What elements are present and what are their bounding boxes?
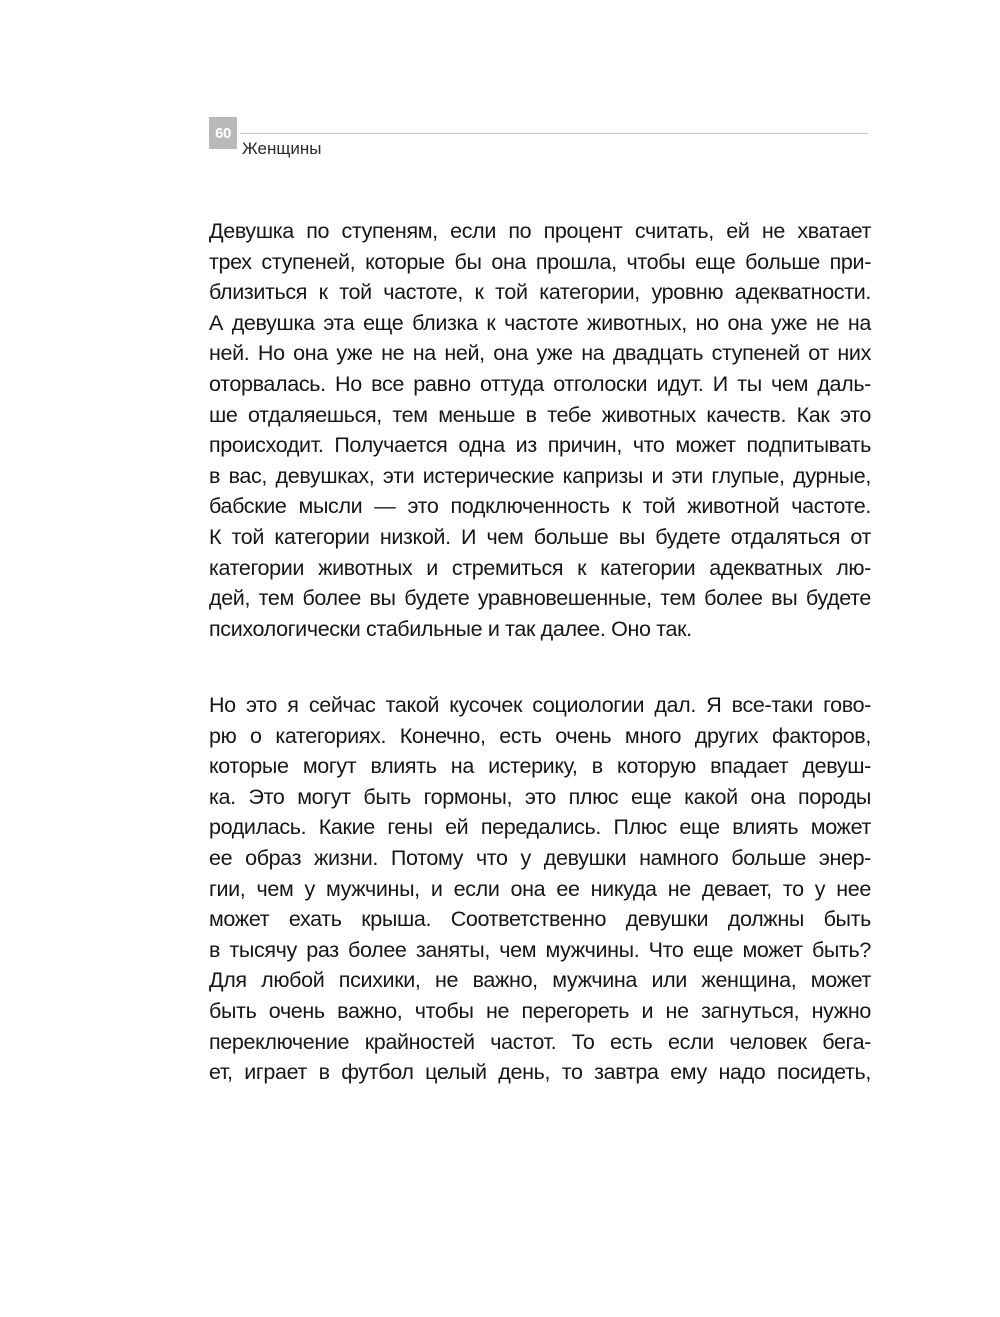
text-line: быть очень важно, чтобы не перегореть и не загнуться, нужно bbox=[209, 998, 871, 1023]
header-divider bbox=[240, 133, 868, 134]
page-number-badge bbox=[209, 117, 237, 149]
text-line: в тысячу раз более заняты, чем мужчины. Что еще может быть? bbox=[209, 937, 871, 962]
text-line: происходит. Получается одна из причин, что может подпитывать bbox=[209, 433, 871, 458]
text-line: категории животных и стремиться к категории адекватных лю- bbox=[209, 555, 871, 580]
text-line: может ехать крыша. Соответственно девушки должны быть bbox=[209, 907, 871, 932]
text-line: близиться к той частоте, к той категории, уровню адекватности. bbox=[209, 280, 871, 305]
text-line: Но это я сейчас такой кусочек социологии дал. Я все-таки гово- bbox=[209, 693, 871, 717]
paragraph-1 bbox=[209, 216, 871, 644]
text-line: в вас, девушках, эти истерические капризы и эти глупые, дурные, bbox=[209, 463, 871, 488]
text-line: бабские мысли — это подключенность к той животной частоте. bbox=[209, 494, 871, 519]
text-line: психологически стабильные и так далее. Оно так. bbox=[209, 616, 692, 641]
text-line: Девушка по ступеням, если по процент считать, ей не хватает bbox=[209, 219, 871, 243]
text-line: рю о категориях. Конечно, есть очень много других факторов, bbox=[209, 723, 871, 748]
text-line: переключение крайностей частот. То есть если человек бега- bbox=[209, 1029, 871, 1054]
running-title: Женщины bbox=[242, 139, 322, 158]
text-line: которые могут влиять на истерику, в которую впадает девуш- bbox=[209, 754, 871, 779]
text-line: ет, играет в футбол целый день, то завтра ему надо посидеть, bbox=[209, 1060, 871, 1085]
page-number: 60 bbox=[215, 124, 231, 142]
text-line: ка. Это могут быть гормоны, это плюс еще какой она породы bbox=[209, 784, 871, 809]
paragraph-2 bbox=[209, 690, 871, 1088]
text-line: дей, тем более вы будете уравновешенные, тем более вы будете bbox=[209, 586, 871, 611]
text-line: ше отдаляешься, тем меньше в тебе животных качеств. Как это bbox=[209, 402, 871, 427]
text-line: А девушка эта еще близка к частоте животных, но она уже не на bbox=[209, 310, 871, 335]
text-line: ней. Но она уже не на ней, она уже на двадцать ступеней от них bbox=[209, 341, 871, 366]
text-line: трех ступеней, которые бы она прошла, чтобы еще больше при- bbox=[209, 249, 871, 274]
text-line: оторвалась. Но все равно оттуда отголоски идут. И ты чем даль- bbox=[209, 371, 871, 396]
text-line: ее образ жизни. Потому что у девушки намного больше энер- bbox=[209, 845, 871, 870]
text-line: гии, чем у мужчины, и если она ее никуда не девает, то у нее bbox=[209, 876, 871, 901]
text-line: Для любой психики, не важно, мужчина или женщина, может bbox=[209, 968, 871, 993]
text-line: родилась. Какие гены ей передались. Плюс еще влиять может bbox=[209, 815, 871, 840]
text-line: К той категории низкой. И чем больше вы будете отдаляться от bbox=[209, 524, 871, 549]
